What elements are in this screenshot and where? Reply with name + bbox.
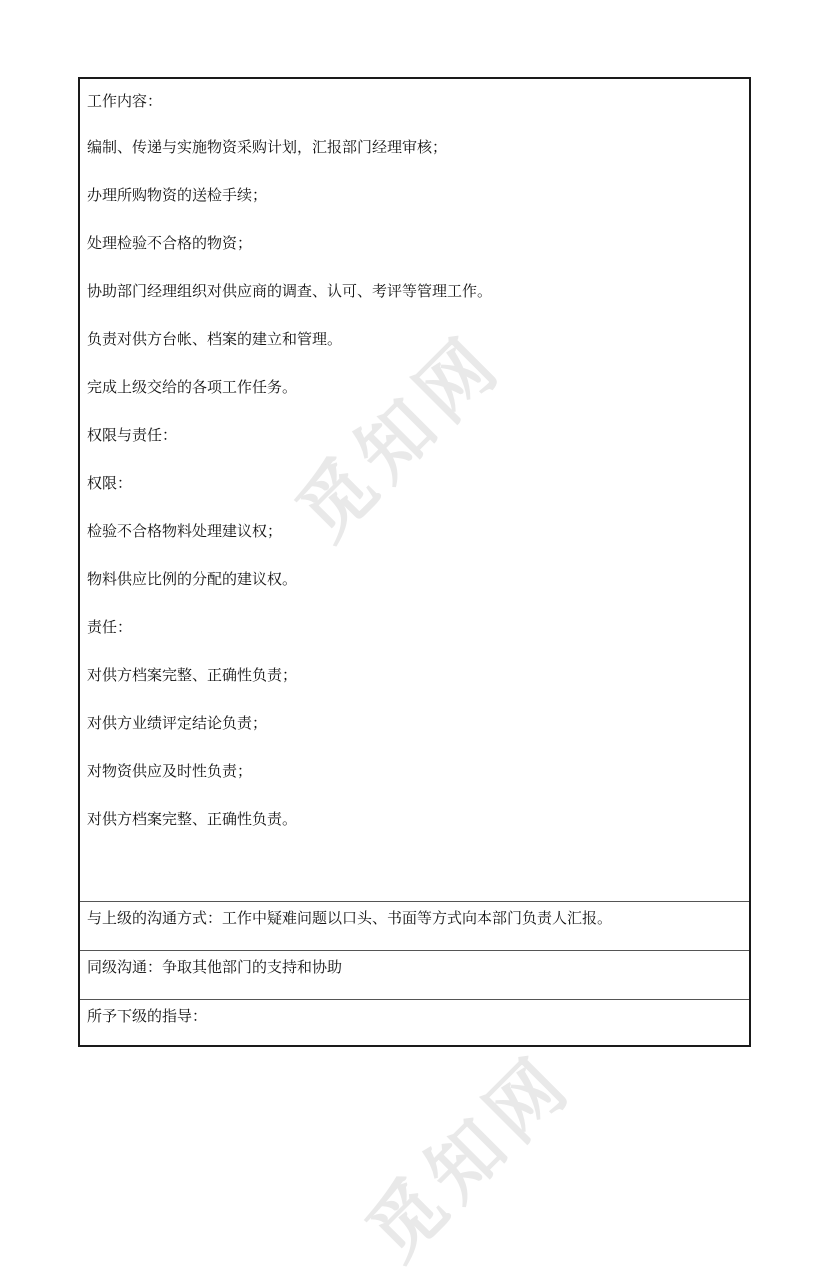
responsibility-item: 对供方档案完整、正确性负责。 [87, 810, 298, 828]
duty-item: 完成上级交给的各项工作任务。 [87, 378, 298, 396]
authority-item: 检验不合格物料处理建议权； [87, 522, 283, 540]
authority-item: 物料供应比例的分配的建议权。 [87, 570, 298, 588]
responsibility-item: 对供方档案完整、正确性负责； [87, 666, 298, 684]
superior-communication-row [80, 901, 749, 950]
job-description-table [78, 77, 751, 1047]
subordinate-guidance-text: 所予下级的指导： [87, 1007, 208, 1025]
watermark: 觅知网 [280, 317, 520, 557]
responsibility-item: 对物资供应及时性负责； [87, 762, 253, 780]
duty-item: 处理检验不合格的物资； [87, 234, 253, 252]
duties-heading: 工作内容： [87, 92, 163, 110]
peer-communication-row [80, 950, 749, 999]
duties-section [80, 79, 749, 901]
watermark: 觅知网 [350, 1037, 590, 1277]
authority-heading: 权限与责任： [87, 426, 178, 444]
duty-item: 编制、传递与实施物资采购计划，汇报部门经理审核； [87, 138, 448, 156]
responsibility-subheading: 责任： [87, 618, 133, 636]
superior-communication-text: 与上级的沟通方式：工作中疑难问题以口头、书面等方式向本部门负责人汇报。 [87, 909, 613, 927]
peer-communication-text: 同级沟通：争取其他部门的支持和协助 [87, 958, 343, 976]
duty-item: 办理所购物资的送检手续； [87, 186, 268, 204]
duty-item: 负责对供方台帐、档案的建立和管理。 [87, 330, 343, 348]
duty-item: 协助部门经理组织对供应商的调查、认可、考评等管理工作。 [87, 282, 493, 300]
authority-subheading: 权限： [87, 474, 133, 492]
subordinate-guidance-row [80, 999, 749, 1047]
responsibility-item: 对供方业绩评定结论负责； [87, 714, 268, 732]
